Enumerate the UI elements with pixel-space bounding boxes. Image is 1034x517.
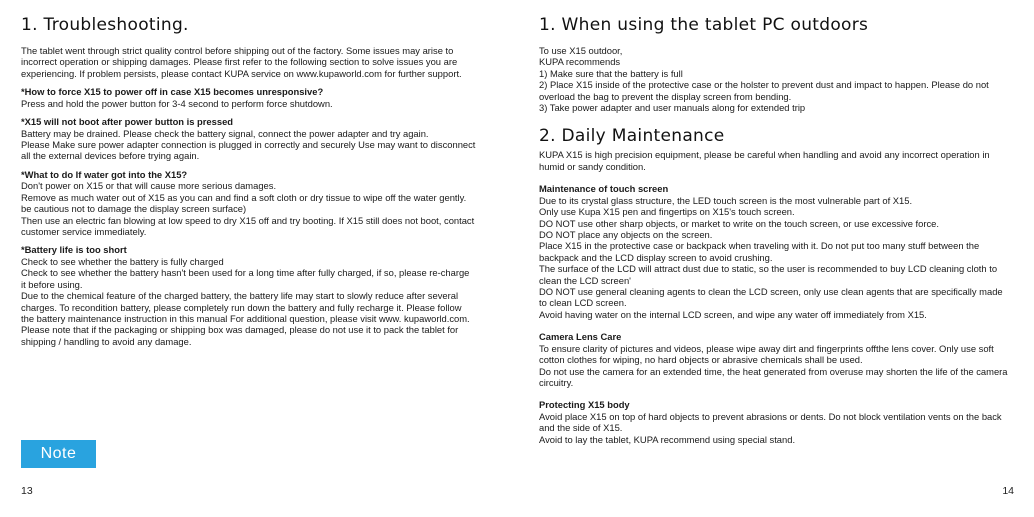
outdoors-title: 1. When using the tablet PC outdoors (539, 15, 869, 35)
section-heading: Maintenance of touch screen (539, 183, 669, 195)
section-heading: *Battery life is too short (21, 244, 127, 256)
section-heading: *X15 will not boot after power button is pressed (21, 116, 234, 128)
troubleshooting-title: 1. Troubleshooting. (21, 15, 189, 35)
section-text: Battery may be drained. Please check the battery signal, connect the power adapter and try again. (21, 127, 429, 139)
section-heading: Camera Lens Care (539, 331, 622, 343)
section-text: Avoid to lay the tablet, KUPA recommend using special stand. (539, 433, 796, 445)
section-text: Press and hold the power button for 3-4 second to perform force shutdown. (21, 97, 333, 109)
section-text: Check to see whether the battery is fully charged (21, 255, 224, 267)
section-text: Only use Kupa X15 pen and fingertips on X15's touch screen. (539, 206, 795, 218)
section-text: Then use an electric fan blowing at low speed to dry X15 off and try booting. If X15 still does not boot, contact customer service immediately. (21, 214, 475, 237)
will-not-boot-section (21, 116, 517, 162)
section-text: Check to see whether the battery hasn't been used for a long time after fully charged, if so, please re-charge it before using. (21, 267, 470, 290)
section-text: Don't power on X15 or that will cause more serious damages. (21, 180, 277, 192)
section-text: Remove as much water out of X15 as you can and find a soft cloth or dry tissue to wipe off the water gently. be cautious not to damage the display screen surface) (21, 191, 467, 215)
page-number-left: 13 (21, 485, 33, 497)
section-text: DO NOT use other sharp objects, or market to write on the touch screen, or use excessive force. (539, 217, 940, 229)
section-text: DO NOT place any objects on the screen. (539, 228, 713, 240)
right-page (517, 0, 1034, 517)
section-heading: *How to force X15 to power off in case X15 becomes unresponsive? (21, 86, 324, 98)
outdoor-line: 3) Take power adapter and user manuals along for extended trip (539, 102, 806, 114)
section-text: Place X15 in the protective case or backpack when traveling with it. Do not put too many stuff between the backpack and the LCD display screen to avoid crushing. (539, 240, 980, 263)
page-number-right: 14 (1002, 485, 1014, 497)
section-text: Due to its crystal glass structure, the LED touch screen is the most vulnerable part of X15. (539, 194, 913, 206)
section-text: To ensure clarity of pictures and videos, please wipe away dirt and fingerprints offthe lens cover. Only use soft cotton clothes for wiping, no hard objects or abrasive chemicals shall be used. (539, 342, 994, 366)
section-text: Avoid having water on the internal LCD screen, and wipe any water off immediately from X15. (539, 308, 927, 320)
note-button[interactable]: Note (21, 440, 96, 468)
camera-lens-section (539, 331, 1034, 388)
battery-life-section (21, 244, 517, 347)
force-power-off-section (21, 86, 517, 109)
outdoor-line: 2) Place X15 inside of the protective case or the holster to prevent dust and impact to happen. Please do not overload the bag to prevent the display screen from bending. (539, 79, 989, 102)
outdoor-line: To use X15 outdoor, (539, 45, 623, 56)
section-text: Do not use the camera for an extended time, the heat generated from overuse may shorten the life of the camera circuitry. (539, 365, 1008, 388)
section-heading: Protecting X15 body (539, 399, 630, 411)
section-text: DO NOT use general cleaning agents to clean the LCD screen, only use clean agents that are specifically made to clean LCD screen. (539, 286, 1003, 309)
outdoor-line: KUPA recommends (539, 56, 621, 68)
outdoor-line: 1) Make sure that the battery is full (539, 67, 683, 79)
maintenance-intro: KUPA X15 is high precision equipment, please be careful when handling and avoid any incorrect operation in humid or sandy condition. (539, 149, 990, 172)
section-text: Please Make sure power adapter connection is plugged in correctly and securely Use may want to disconnect all the external devices before trying again. (21, 139, 476, 162)
section-text: Avoid place X15 on top of hard objects to prevent abrasions or dents. Do not block ventilation vents on the back and the side of X15. (539, 410, 1002, 434)
water-damage-section (21, 169, 517, 238)
section-heading: *What to do If water got into the X15? (21, 168, 188, 180)
section-text: The surface of the LCD will attract dust due to static, so the user is recommended to buy LCD cleaning cloth to clean the LCD screen' (539, 263, 998, 286)
section-text: Please note that if the packaging or shipping box was damaged, please do not use it to pack the tablet for shipping / handling to avoid any damage. (21, 324, 459, 347)
outdoors-section (539, 45, 1034, 113)
protect-body-section (539, 399, 1034, 445)
touch-screen-section (539, 183, 1034, 320)
section-text: Due to the chemical feature of the charged battery, the battery life may start to slowly reduce after several charges. To recondition battery, please completely run down the battery and fully recharge it. Please follow the battery maintenance instruction in this manual For additional question, please visit www. kupaworld.com. (21, 290, 470, 324)
daily-maintenance-title: 2. Daily Maintenance (539, 126, 725, 147)
troubleshooting-intro: The tablet went through strict quality control before shipping out of the factory. Some issues may arise to incorrect operation or shipping damages. Please first refer to the following section to solve issues you are experiencing. If problem persists, please contact KUPA service on www.kupaworld.com for further support. (21, 45, 462, 79)
